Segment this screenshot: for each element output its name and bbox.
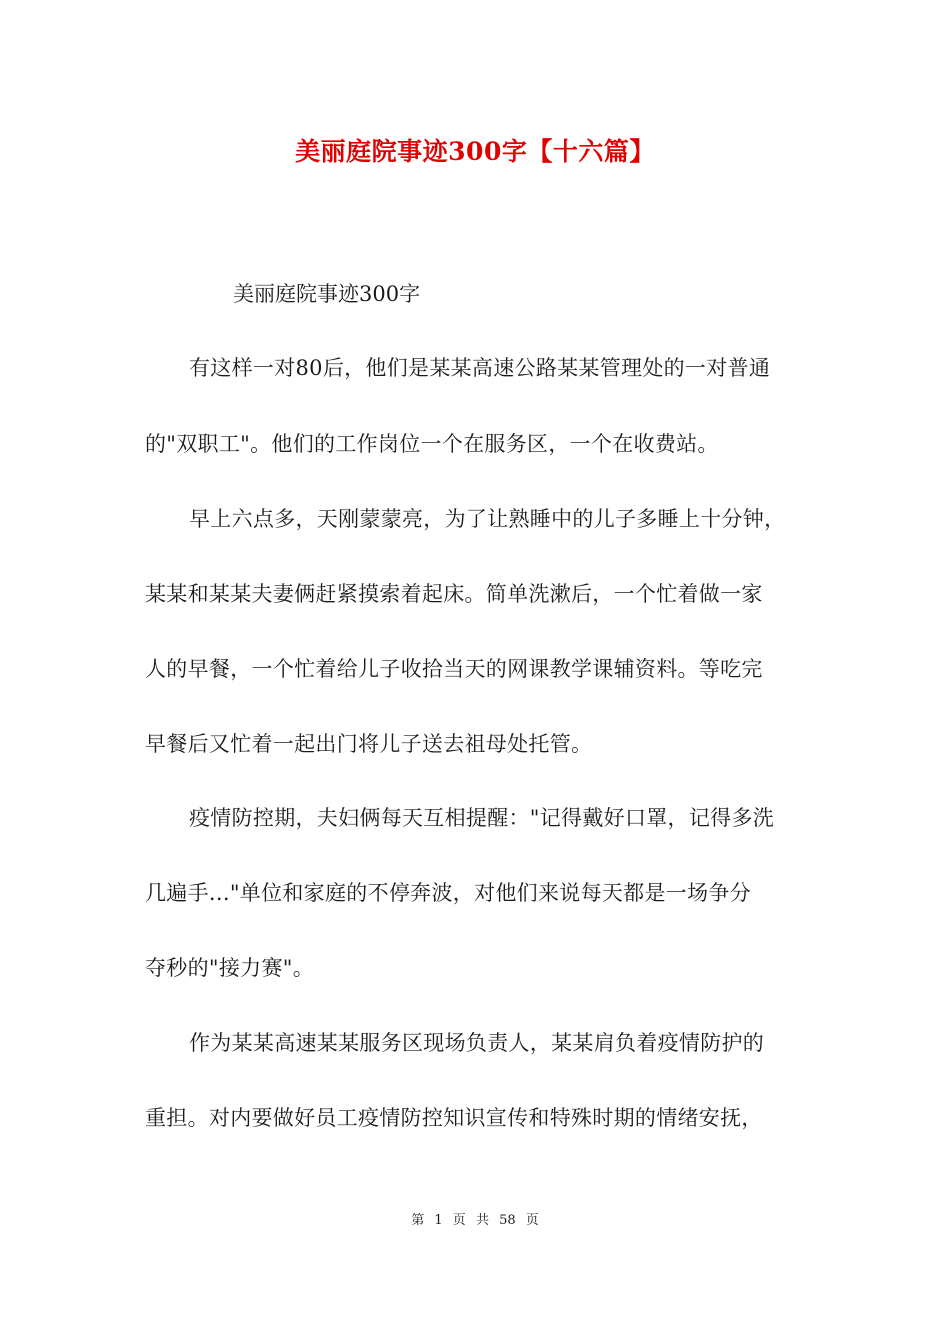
- footer-suffix: 页: [525, 1213, 539, 1228]
- body-line: 重担。对内要做好员工疫情防控知识宣传和特殊时期的情绪安抚，: [145, 1106, 763, 1130]
- body-line: 有这样一对80后，他们是某某高速公路某某管理处的一对普通: [189, 356, 771, 380]
- footer-page-word: 页: [452, 1213, 466, 1228]
- body-line: 的"双职工"。他们的工作岗位一个在服务区，一个在收费站。: [145, 432, 719, 456]
- footer-total-prefix: 共: [475, 1213, 489, 1228]
- page-number-footer: [0, 1209, 950, 1228]
- section-heading: 美丽庭院事迹300字: [233, 282, 421, 306]
- body-line: 疫情防控期，夫妇俩每天互相提醒："记得戴好口罩，记得多洗: [189, 806, 775, 830]
- body-line: 作为某某高速某某服务区现场负责人，某某肩负着疫情防护的: [189, 1031, 765, 1055]
- body-line: 夺秒的"接力赛"。: [145, 956, 315, 980]
- total-page-count: 58: [499, 1213, 516, 1228]
- body-line: 早上六点多，天刚蒙蒙亮，为了让熟睡中的儿子多睡上十分钟，: [189, 507, 786, 531]
- footer-prefix: 第: [411, 1213, 425, 1228]
- body-line: 人的早餐，一个忙着给儿子收拾当天的网课教学课辅资料。等吃完: [145, 657, 763, 681]
- body-line: 某某和某某夫妻俩赶紧摸索着起床。简单洗漱后，一个忙着做一家: [145, 582, 763, 606]
- body-line: 早餐后又忙着一起出门将儿子送去祖母处托管。: [145, 732, 593, 756]
- document-title: 美丽庭院事迹300字【十六篇】: [295, 137, 655, 166]
- current-page-number: 1: [434, 1213, 443, 1228]
- body-line: 几遍手..."单位和家庭的不停奔波，对他们来说每天都是一场争分: [145, 881, 751, 905]
